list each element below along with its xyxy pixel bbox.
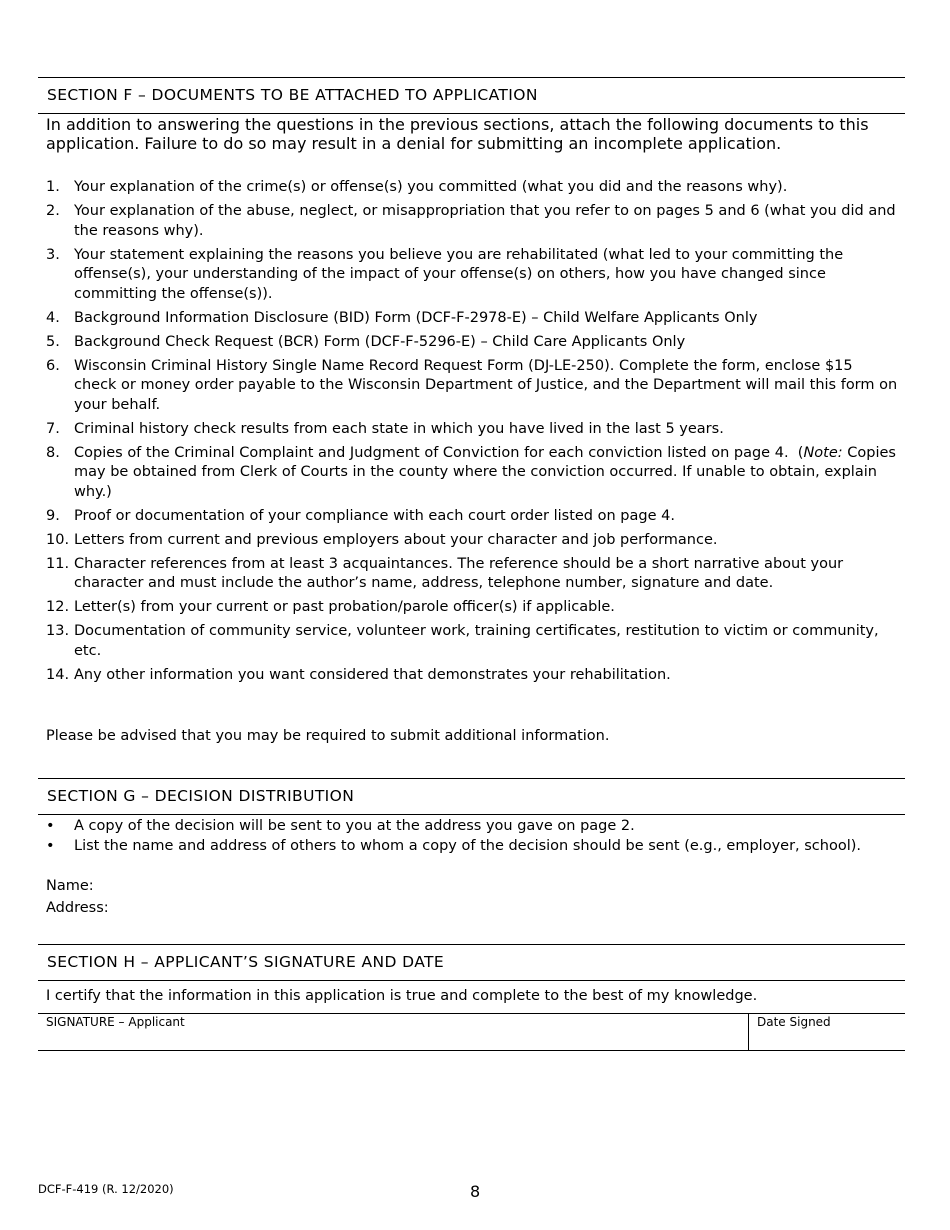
list-item: 9. Proof or documentation of your compliance with each court order listed on page 4. <box>46 507 675 524</box>
list-item: 13. Documentation of community service, volunteer work, training certificates, restitution to victim or community, etc. <box>46 623 879 659</box>
date-signed-label: Date Signed <box>757 1015 831 1029</box>
list-item: 7. Criminal history check results from each state in which you have lived in the last 5 years. <box>46 420 724 437</box>
bullet-icon: • <box>46 818 55 834</box>
list-item: 3. Your statement explaining the reasons you believe you are rehabilitated (what led to your committing the offense(s), your understanding of the impact of your offense(s) on others, how you have changed since committing the offense(s)). <box>46 246 844 302</box>
section-g-heading: SECTION G – DECISION DISTRIBUTION <box>38 778 905 815</box>
note-label: Note: <box>803 444 843 461</box>
list-item: 2. Your explanation of the abuse, neglect, or misappropriation that you refer to on pages 5 and 6 (what you did and the reasons why). <box>46 203 896 239</box>
signature-field[interactable] <box>38 1013 749 1050</box>
address-field-label[interactable]: Address: <box>46 900 109 916</box>
name-field-label[interactable]: Name: <box>46 878 94 894</box>
signature-label: SIGNATURE – Applicant <box>46 1015 185 1029</box>
signature-row <box>38 1013 905 1051</box>
list-item: 12. Letter(s) from your current or past probation/parole officer(s) if applicable. <box>46 599 615 615</box>
list-item: 1. Your explanation of the crime(s) or offense(s) you committed (what you did and the reasons why). <box>46 179 788 195</box>
form-id: DCF-F-419 (R. 12/2020) <box>38 1182 174 1196</box>
section-f-intro: In addition to answering the questions in the previous sections, attach the following documents to this application. Failure to do so may result in a denial for submitting an incomplete application. <box>46 115 869 153</box>
list-item: 10. Letters from current and previous employers about your character and job performance. <box>46 531 718 548</box>
list-item: • A copy of the decision will be sent to you at the address you gave on page 2. <box>46 818 635 834</box>
bullet-icon: • <box>46 838 55 854</box>
list-item: 11. Character references from at least 3 acquaintances. The reference should be a short narrative about your character and must include the author’s name, address, telephone number, signature and date. <box>46 555 844 591</box>
list-item: 14. Any other information you want considered that demonstrates your rehabilitation. <box>46 666 671 683</box>
advisory-text: Please be advised that you may be required to submit additional information. <box>46 728 610 744</box>
distribution-list <box>46 816 901 856</box>
certification-statement: I certify that the information in this application is true and complete to the best of my knowledge. <box>38 980 905 1014</box>
date-signed-field[interactable] <box>749 1013 905 1050</box>
list-item: • List the name and address of others to whom a copy of the decision should be sent (e.g., employer, school). <box>46 838 862 854</box>
section-h-heading: SECTION H – APPLICANT’S SIGNATURE AND DATE <box>38 944 905 981</box>
section-f-heading: SECTION F – DOCUMENTS TO BE ATTACHED TO APPLICATION <box>38 77 905 114</box>
list-item: 5. Background Check Request (BCR) Form (DCF-F-5296-E) – Child Care Applicants Only <box>46 333 686 350</box>
documents-list <box>46 178 898 690</box>
form-page <box>38 0 905 1230</box>
list-item: 4. Background Information Disclosure (BID) Form (DCF-F-2978-E) – Child Welfare Applicants Only <box>46 309 758 326</box>
list-item: 8. Copies of the Criminal Complaint and Judgment of Conviction for each conviction listed on page 4. (Note: Copies may be obtained from Clerk of Courts in the county where the conviction occurred. If unable to obtain, explain why.) <box>46 444 896 500</box>
list-item: 6. Wisconsin Criminal History Single Name Record Request Form (DJ-LE-250). Complete the form, enclose $15 check or money order payable to the Wisconsin Department of Justice, and the Department will mail this form on your behalf. <box>46 357 898 413</box>
page-number: 8 <box>470 1182 481 1201</box>
